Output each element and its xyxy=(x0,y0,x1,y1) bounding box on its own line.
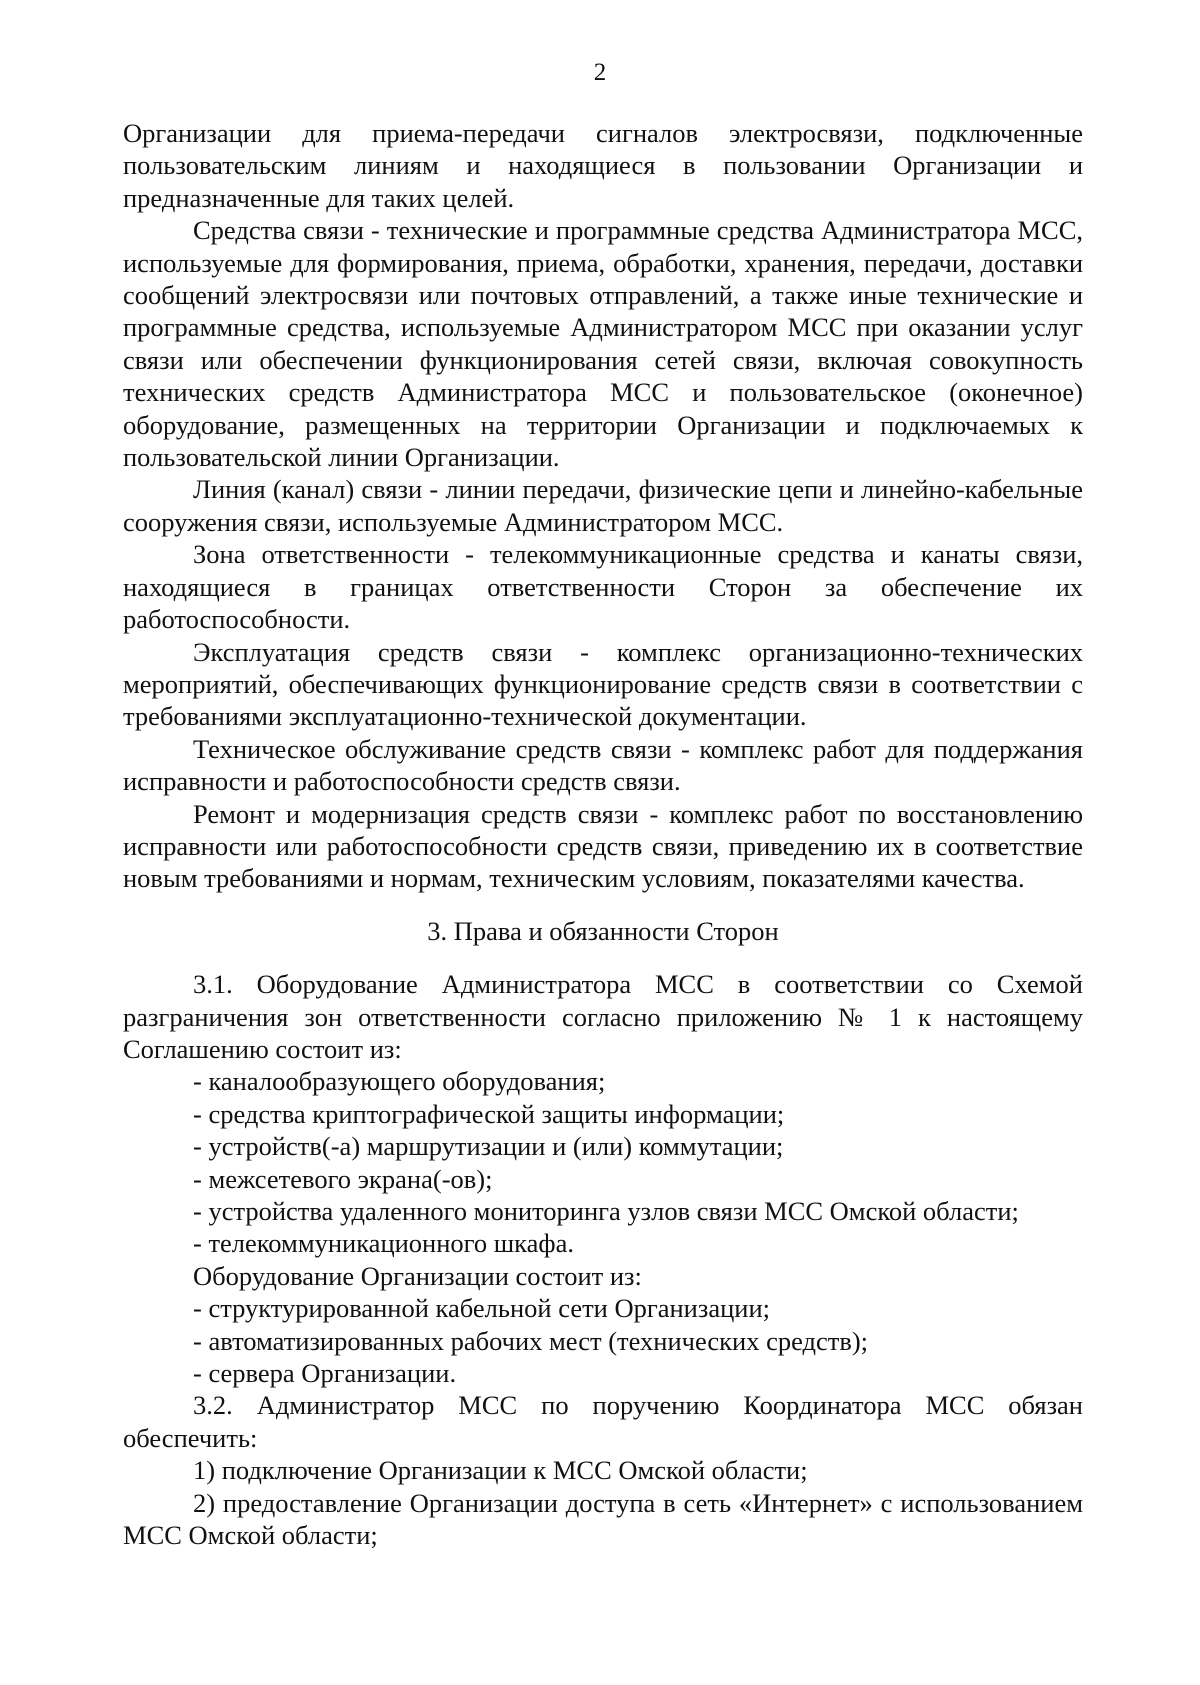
list-item: - автоматизированных рабочих мест (технических средств); xyxy=(193,1325,869,1356)
clause-3-1: 3.1. Оборудование Администратора МСС в соответствии со Схемой разграничения зон ответственности согласно приложению № 1 к настоящему Соглашению состоит из: xyxy=(123,969,1083,1064)
org-equipment-list xyxy=(123,1292,1083,1389)
admin-equipment-list xyxy=(123,1065,1083,1259)
list-item: - структурированной кабельной сети Организации; xyxy=(193,1293,770,1324)
definition-repair: Ремонт и модернизация средств связи - комплекс работ по восстановлению исправности или работоспособности средств связи, приведению их в соответствие новым требованиями и нормам, техническим условиям, показателями качества. xyxy=(123,798,1083,894)
list-item: - сервера Организации. xyxy=(193,1358,457,1389)
definition-communication-line: Линия (канал) связи - линии передачи, физические цепи и линейно-кабельные сооружения связи, используемые Администратором МСС. xyxy=(123,474,1083,537)
org-equipment-intro: Оборудование Организации состоит из: xyxy=(193,1260,642,1291)
list-item: - устройства удаленного мониторинга узлов связи МСС Омской области; xyxy=(193,1196,1019,1226)
list-item: - каналообразующего оборудования; xyxy=(193,1066,606,1097)
definition-maintenance: Техническое обслуживание средств связи - комплекс работ для поддержания исправности и работоспособности средств связи. xyxy=(123,733,1083,797)
clause-3-2: 3.2. Администратор МСС по поручению Координатора МСС обязан обеспечить: xyxy=(123,1390,1083,1453)
definition-communication-means: Средства связи - технические и программные средства Администратора МСС, используемые для формирования, приема, обработки, хранения, передачи, доставки сообщений электросвязи или почтовых отправлений, а также иные технические и программные средства, используемые Администратором МСС при оказании услуг связи или обеспечении функционирования сетей связи, включая совокупность технических средств Администратора МСС и пользовательское (оконечное) оборудование, размещенных на территории Организации и подключаемых к пользовательской линии Организации. xyxy=(123,215,1083,473)
list-item: - средства криптографической защиты информации; xyxy=(193,1098,785,1129)
list-item: 2) предоставление Организации доступа в сеть «Интернет» с использованием МСС Омской области; xyxy=(123,1487,1083,1551)
list-item: - межсетевого экрана(-ов); xyxy=(193,1163,493,1194)
document-body xyxy=(123,117,1083,1551)
paragraph-continuation: Организации для приема-передачи сигналов электросвязи, подключенные пользовательским линиям и находящиеся в пользовании Организации и предназначенные для таких целей. xyxy=(123,118,1083,213)
list-item: 1) подключение Организации к МСС Омской области; xyxy=(193,1455,808,1486)
clause-3-2-list xyxy=(123,1454,1083,1551)
list-item: - устройств(-а) маршрутизации и (или) коммутации; xyxy=(193,1131,784,1162)
section-heading: 3. Права и обязанности Сторон xyxy=(427,915,779,946)
list-item: - телекоммуникационного шкафа. xyxy=(193,1228,574,1259)
definition-responsibility-zone: Зона ответственности - телекоммуникационные средства и канаты связи, находящиеся в границах ответственности Сторон за обеспечение их работоспособности. xyxy=(123,539,1083,635)
definition-operation: Эксплуатация средств связи - комплекс организационно-технических мероприятий, обеспечивающих функционирование средств связи в соответствии с требованиями эксплуатационно-технической документации. xyxy=(123,636,1083,732)
page-number: 2 xyxy=(593,59,607,86)
